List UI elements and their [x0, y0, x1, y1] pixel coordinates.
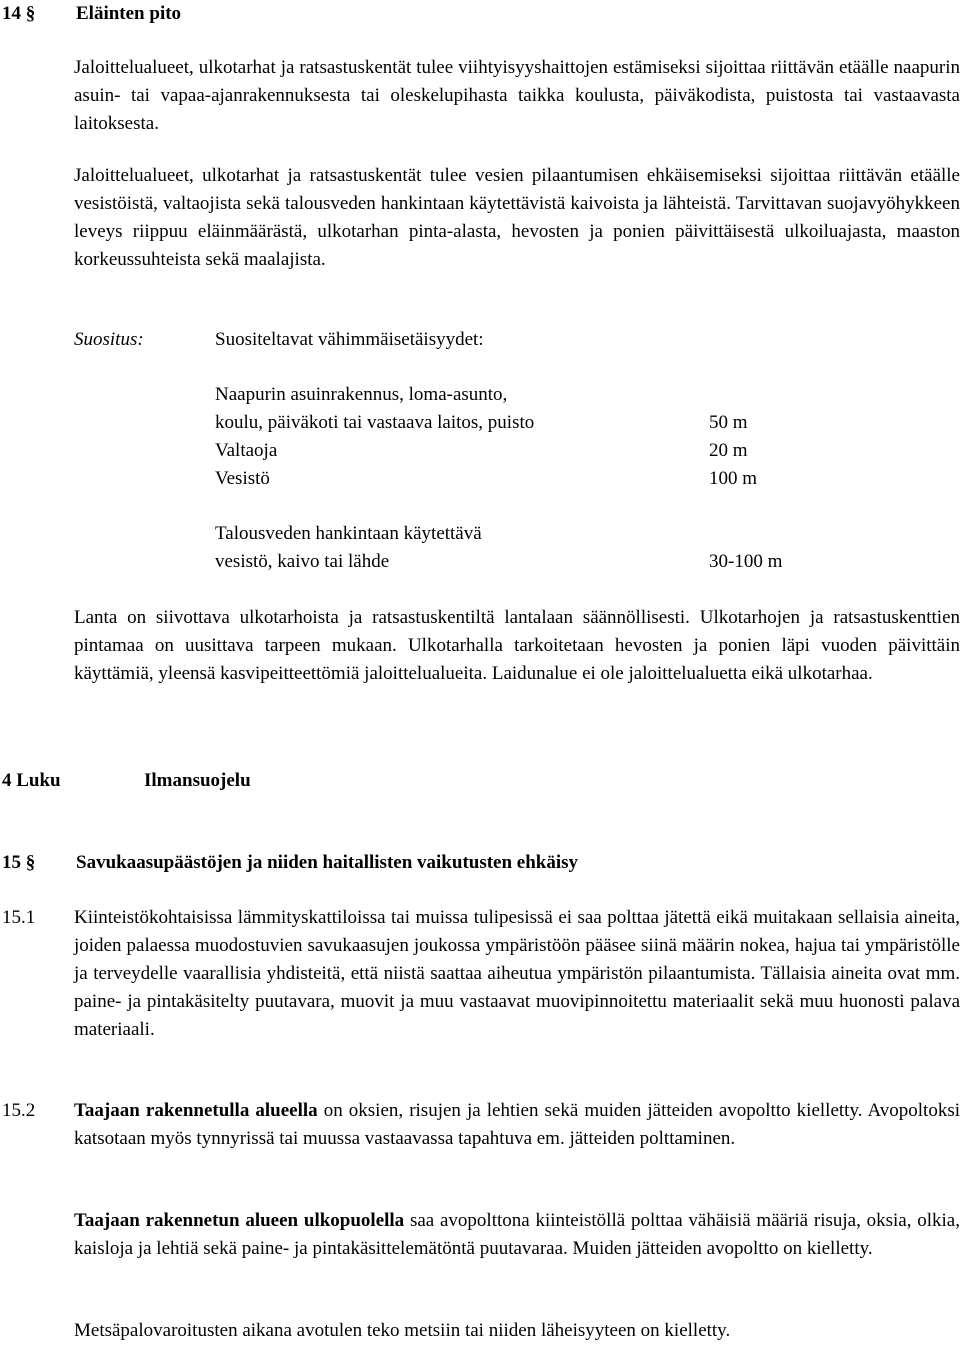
distance-value: 30-100 m: [709, 551, 783, 572]
subsection-15-1-number: 15.1: [2, 907, 36, 928]
distance-row-label-line2: vesistö, kaivo tai lähde: [215, 551, 390, 572]
chapter-4-heading: [2, 767, 251, 795]
section-15-number: 15 §: [2, 852, 36, 873]
section-15-heading: [2, 849, 579, 877]
section-14-title: Eläinten pito: [76, 3, 182, 24]
distance-value: 20 m: [709, 440, 748, 461]
subsection-15-2-outside-bold: Taajaan rakennetun alueen ulkopuolella: [74, 1210, 405, 1231]
distance-row-ditch: [215, 437, 815, 465]
section-15-title: Savukaasupäästöjen ja niiden haitallisten vaikutusten ehkäisy: [76, 852, 579, 873]
section-14-heading: [2, 0, 182, 28]
subsection-15-2-outside-text: [74, 1207, 960, 1263]
subsection-15-2-bold: Taajaan rakennetulla alueella: [74, 1100, 318, 1121]
section-14-paragraph-3: Lanta on siivottava ulkotarhoista ja ratsastuskentiltä lantalaan säännöllisesti. Ulkotarhojen ja ratsastuskenttien pintamaa on uusittava tarpeen mukaan. Ulkotarhalla tarkoitetaan hevosten ja ponien läpi vuoden päivittäin käyttämiä, yleensä kasvipeitteettömiä jaloittelualueita. Laidunalue ei ole jaloittelualuetta eikä ulkotarhaa.: [74, 607, 960, 684]
distance-row-watercourse: [215, 465, 815, 493]
chapter-4-title: Ilmansuojelu: [144, 770, 251, 791]
section-14-paragraph-2: Jaloittelualueet, ulkotarhat ja ratsastuskentät tulee vesien pilaantumisen ehkäisemiseksi sijoittaa riittävän etäälle vesistöistä, valtaojista sekä talousveden hankintaan käytettävistä kaivoista ja lähteistä. Tarvittavan suojavyöhykkeen leveys riippuu eläinmäärästä, ulkotarhan pinta-alasta, hevosten ja ponien päivittäisestä ulkoiluajasta, maaston korkeussuhteista sekä maalajista.: [74, 165, 960, 270]
subsection-15-2-number: 15.2: [2, 1100, 36, 1121]
subsection-15-2-text: [74, 1097, 960, 1153]
subsection-15-2-outside-body: saa avopolttona kiinteistöllä polttaa vähäisiä määriä risuja, oksia, olkia, kaisloja ja lehtiä sekä paine- ja pintakäsittelemätöntä puutavaraa. Muiden jätteiden avopoltto on kielletty.: [74, 1210, 960, 1259]
distance-row-label-line1: Vesistö: [215, 468, 270, 489]
recommendation-title: Suositeltavat vähimmäisetäisyydet:: [215, 329, 484, 350]
distance-value: 100 m: [709, 468, 758, 489]
forest-fire-warning-text: Metsäpalovaroitusten aikana avotulen teko metsiin tai niiden läheisyyteen on kielletty.: [74, 1320, 731, 1341]
section-14-paragraph-1: Jaloittelualueet, ulkotarhat ja ratsastuskentät tulee viihtyisyyshaittojen estämiseksi sijoittaa riittävän etäälle naapurin asuin- tai vapaa-ajanrakennuksesta tai oleskelupihasta taikka koulusta, päiväkodista, puistosta tai vastaavasta laitoksesta.: [74, 57, 960, 134]
subsection-15-2-body: on oksien, risujen ja lehtien sekä muiden jätteiden avopoltto kielletty. Avopoltoksi katsotaan myös tynnyrissä tai muussa vastaavassa tapahtuva em. jätteiden polttaminen.: [74, 1100, 960, 1149]
distance-row-label-line2: koulu, päiväkoti tai vastaava laitos, puisto: [215, 412, 535, 433]
distance-row-neighbour: [215, 381, 815, 437]
section-14-number: 14 §: [2, 3, 36, 24]
distance-row-label-line1: Valtaoja: [215, 440, 278, 461]
distance-row-water-supply: [215, 520, 815, 576]
subsection-15-1-text: Kiinteistökohtaisissa lämmityskattiloissa tai muissa tulipesissä ei saa polttaa jätettä eikä muitakaan sellaisia aineita, joiden palaessa muodostuvien savukaasujen joukossa ympäristöön pääsee siinä määrin nokea, hajua tai ympäristölle ja terveydelle vaarallisia yhdisteitä, että niistä saattaa aiheutua ympäristön pilaantumista. Tällaisia aineita ovat mm. paine- ja pintakäsitelty puutavara, muovit ja muu vastaavat muovipinnoitettu materiaalit sekä muu huonosti palava materiaali.: [74, 907, 960, 1040]
distance-row-label-line1: Naapurin asuinrakennus, loma-asunto,: [215, 384, 508, 405]
recommendation-label: Suositus:: [74, 329, 144, 350]
distance-row-label-line1: Talousveden hankintaan käytettävä: [215, 523, 482, 544]
chapter-4-number: 4 Luku: [2, 770, 61, 791]
distance-value: 50 m: [709, 412, 748, 433]
